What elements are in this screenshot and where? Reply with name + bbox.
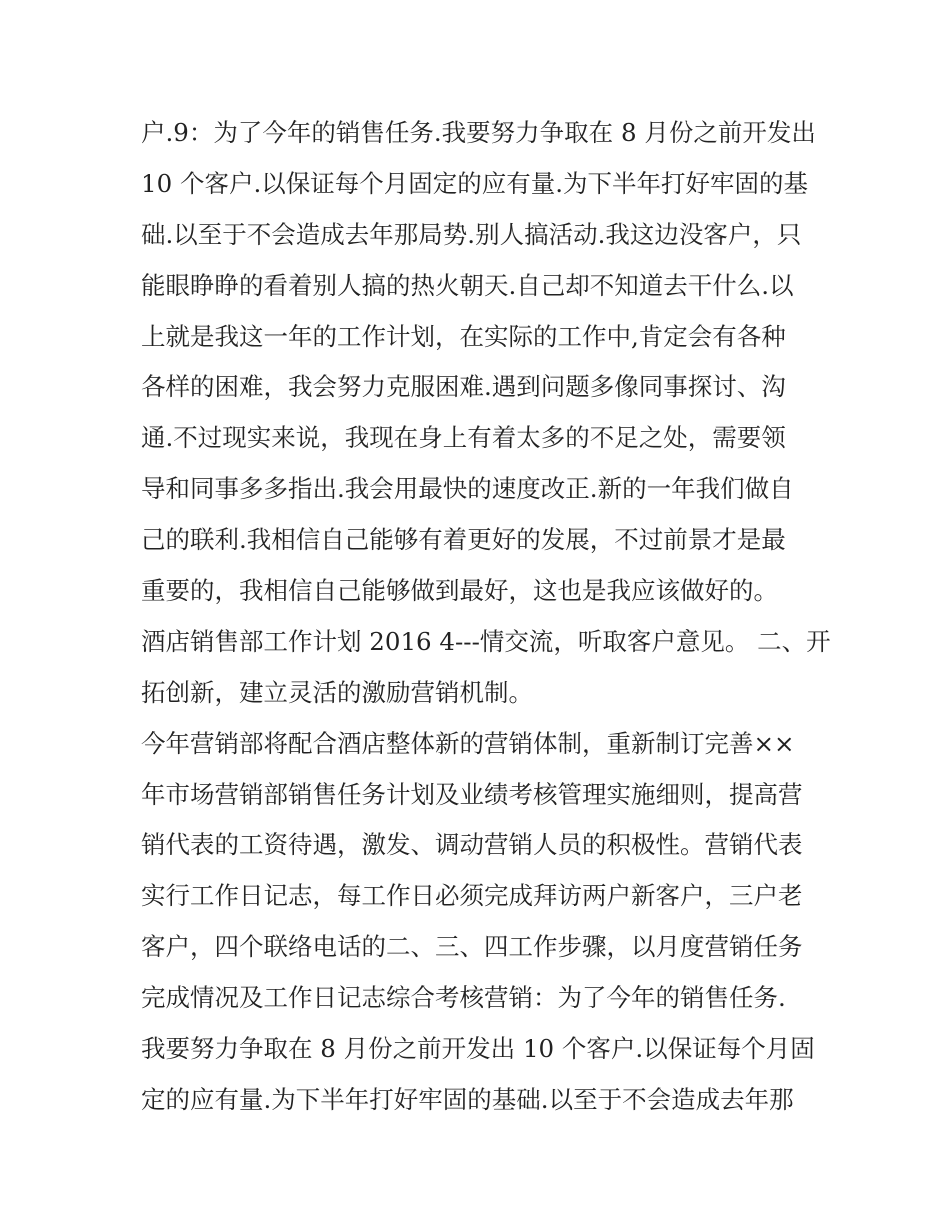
text-line: 客户，四个联络电话的二、三、四工作步骤，以月度营销任务: [141, 932, 803, 962]
body-text: [141, 108, 831, 1126]
text-line: 重要的，我相信自己能够做到最好，这也是我应该做好的。: [141, 576, 778, 606]
text-line: 上就是我这一年的工作计划，在实际的工作中,肯定会有各种: [141, 321, 786, 351]
text-line: 户.9：为了今年的销售任务.我要努力争取在 8 月份之前开发出: [141, 118, 816, 147]
text-line: 各样的困难，我会努力克服困难.遇到问题多像同事探讨、沟: [141, 372, 786, 402]
text-line: 年市场营销部销售任务计划及业绩考核管理实施细则，提高营: [141, 779, 803, 809]
text-line: 能眼睁睁的看着别人搞的热火朝天.自己却不知道去干什么.以: [141, 270, 794, 300]
text-line: 己的联利.我相信自己能够有着更好的发展，不过前景才是最: [141, 525, 786, 555]
text-line: 10 个客户.以保证每个月固定的应有量.为下半年打好牢固的基: [141, 168, 809, 198]
text-line: 酒店销售部工作计划 2016 4---情交流，听取客户意见。 二、开: [141, 626, 831, 656]
text-line: 导和同事多多指出.我会用最快的速度改正.新的一年我们做自: [141, 474, 794, 504]
text-line: 完成情况及工作日记志综合考核营销：为了今年的销售任务.: [141, 983, 786, 1013]
text-line: 拓创新，建立灵活的激励营销机制。: [141, 677, 533, 707]
text-line: 我要努力争取在 8 月份之前开发出 10 个客户.以保证每个月固: [141, 1034, 815, 1064]
text-line: 今年营销部将配合酒店整体新的营销体制，重新制订完善××: [141, 728, 795, 758]
text-line: 销代表的工资待遇，激发、调动营销人员的积极性。营销代表: [141, 830, 803, 860]
text-line: 实行工作日记志，每工作日必须完成拜访两户新客户，三户老: [141, 881, 803, 911]
text-line: 础.以至于不会造成去年那局势.别人搞活动.我这边没客户，只: [141, 219, 802, 249]
text-line: 定的应有量.为下半年打好牢固的基础.以至于不会造成去年那: [141, 1084, 794, 1114]
text-line: 通.不过现实来说，我现在身上有着太多的不足之处，需要领: [141, 423, 786, 453]
